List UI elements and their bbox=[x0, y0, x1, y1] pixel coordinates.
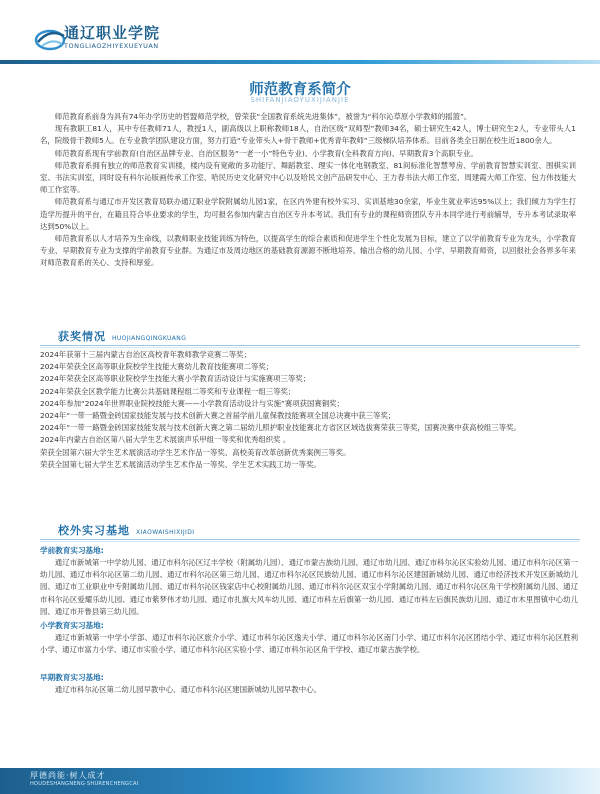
awards-heading bbox=[58, 326, 186, 344]
award-item: 2024年参加“2024年世界职业院校技能大赛——小学教育活动设计与实施”赛项获国赛铜奖； bbox=[40, 398, 344, 408]
awards-list bbox=[40, 349, 576, 471]
footer-slogan-pinyin: HOUDESHANGNENG·SHURENCHENGCAI bbox=[30, 781, 139, 787]
award-item: 2024年“一带一路暨金砖国家技能发展与技术创新大赛之第二届幼儿照护职业技能赛北方省区区域选拔赛荣获三等奖，国赛决赛中获高校组三等奖。 bbox=[40, 423, 521, 433]
intro-paragraph: 师范教育系以人才培养为生命线，以教师职业技能训练为特色，以提高学生的综合素质和促进学生个性化发展为目标，建立了以学前教育专业为龙头，小学教育专业、早期教育专业为支撑的学前教育专业群。为通辽市及周边地区的基础教育源源不断地培养、输出合格的幼儿园、小学、早期教育师资，以回报社会各界多年来对师范教育系的关心、支持和厚爱。 bbox=[40, 234, 576, 268]
page-title: 师范教育系简介 bbox=[249, 82, 351, 98]
awards-rule bbox=[40, 345, 580, 346]
preschool-bases-text: 通辽市新城第一中学幼儿园、通辽市科尔沁区辽丰学校（附属幼儿园）、通辽市蒙古族幼儿园、通辽市幼儿园、通辽市科尔沁区实验幼儿园、通辽市科尔沁区第一幼儿园、通辽市科尔沁区第二幼儿园、通辽市科尔沁区第三幼儿园、通辽市科尔沁区民族幼儿园、通辽市科尔沁区建国新城幼儿园、通辽市经济技术开发区新城幼儿园、通辽市工业职业中专附属幼儿园、通辽市科尔沁区钱家店中心校附属幼儿园、通辽市科尔沁区双宝小学附属幼儿园、通辽市科尔沁区角干学校附属幼儿园、通辽市科尔沁区爱耀乐幼儿园、通辽市紫梦伟才幼儿园、通辽市扎旗大风车幼儿园、通辽市科左后旗第一幼儿园、通辽市科左后旗民族幼儿园、通辽市木里图镇中心幼儿园、通辽市开鲁县第三幼儿园。 bbox=[40, 558, 578, 616]
intro-paragraph: 现有教职工81人，其中专任教师71人，教授1人，副高级以上职称教师18人，自治区级“双师型”教师34名，硕士研究生42人，博士研究生2人，专业带头人1名，院级骨干教师5人。在专业教学团队建设方面，努力打造“专业带头人+骨干教师+优秀青年教师”三级梯队培养体系。目前各类全日制在校生近1800余人。 bbox=[40, 124, 576, 146]
early-bases-text: 通辽市科尔沁区第二幼儿园早教中心、通辽市科尔沁区建国新城幼儿园早教中心。 bbox=[54, 685, 321, 694]
early-bases-title: 早期教育实习基地: bbox=[40, 673, 104, 682]
awards-rule-light bbox=[40, 347, 580, 348]
intro-paragraph: 师范教育系前身为具有74年办学历史的哲盟师范学校，曾荣获“全国教育系统先进集体”，被誉为“科尔沁草原小学教师的摇篮”。 bbox=[54, 112, 472, 121]
award-item: 荣获全国第七届大学生艺术展演活动学生艺术作品一等奖、学生艺术实践工坊一等奖。 bbox=[40, 459, 321, 469]
header-divider bbox=[0, 60, 600, 64]
award-item: 2024年荣获全区高等职业院校学生技能大赛小学教育活动设计与实施赛项三等奖； bbox=[40, 374, 311, 384]
bases-heading bbox=[58, 520, 194, 538]
award-item: 荣获全国第六届大学生艺术展演活动学生艺术作品一等奖、高校美育改革创新优秀案例三等奖。 bbox=[40, 447, 351, 457]
intro-text bbox=[40, 111, 576, 270]
award-item: 2024年荣获全区高等职业院校学生技能大赛幼儿教育技能赛项二等奖； bbox=[40, 362, 274, 372]
bases-rule bbox=[40, 539, 580, 540]
awards-title: 获奖情况 bbox=[58, 330, 106, 343]
bases-title: 校外实习基地 bbox=[58, 524, 130, 537]
award-item: 2024年内蒙古自治区第八届大学生艺术展演声乐甲组一等奖和优秀组织奖 。 bbox=[40, 435, 291, 445]
school-name-pinyin: TONGLIAOZHIYEXUEYUAN bbox=[64, 42, 159, 50]
school-name: 通辽职业学院 bbox=[64, 24, 161, 42]
page-title-pinyin: SHIFANJIAOYUXIJIANJIE bbox=[250, 96, 350, 104]
footer-slogan: 厚德尚能·树人成才 bbox=[30, 771, 106, 780]
award-item: 2024年获第十三届内蒙古自治区高校青年教师教学竞赛二等奖； bbox=[40, 350, 251, 359]
award-item: 2024年“一带一路暨金砖国家技能发展与技术创新大赛之首届学前儿童保教技能赛项全国总决赛中获三等奖； bbox=[40, 411, 396, 421]
intro-paragraph: 师范教育系与通辽市开发区教育局联办通辽职业学院附属幼儿园1家，在区内外建有校外实习、实训基地30余家，毕业生就业率达95%以上；我们倾力为学生打造学历提升的平台，在籍且符合毕业要求的学生，均可报名参加内蒙古自治区专升本考试。我们有专业的课程师资团队专升本同学进行考前辅导，专升本考试录取率达到50%以上。 bbox=[40, 197, 576, 231]
intro-paragraph: 师范教育系拥有独立的师范教育实训楼，楼内设有宽敞的多功能厅、舞蹈教室、理实一体化电钢教室、81间标准化智慧琴房、学前教育智慧实训室、围棋实训室、书法实训室，同时设有科尔沁版画传承工作室、哈民历史文化研究中心以及哈民文创产品研发中心、王力春书法大师工作室、周建霞大师工作室、包力伟技能大师工作室等。 bbox=[40, 160, 576, 195]
bases-title-pinyin: XIAOWAISHIXIJIDI bbox=[136, 529, 195, 536]
primary-bases-title: 小学教育实习基地: bbox=[40, 621, 104, 630]
award-item: 2024年荣获全区教学能力比赛公共基础课程组二等奖和专业课程一组三等奖； bbox=[40, 386, 296, 396]
primary-bases-text: 通辽市新城第一中学小学部、通辽市科尔沁区旅介小学、通辽市科尔沁区逸夫小学、通辽市科尔沁区南门小学、通辽市科尔沁区团结小学、通辽市科尔沁区胜利小学、通辽市富力小学、通辽市实验小学、通辽市科尔沁区实验小学、通辽市科尔沁区角干学校、通辽市蒙古族学校。 bbox=[40, 633, 578, 655]
awards-title-pinyin: HUOJIANGQINGKUANG bbox=[112, 335, 187, 342]
intro-paragraph: 师范教育系现有学前教育(自治区品牌专业、自治区服务“一老一小”特色专业)、小学教育(全科教育方向)、早期教育3个高职专业。 bbox=[54, 148, 478, 158]
preschool-bases-title: 学前教育实习基地: bbox=[40, 546, 104, 555]
bases-rule-light bbox=[40, 541, 580, 542]
